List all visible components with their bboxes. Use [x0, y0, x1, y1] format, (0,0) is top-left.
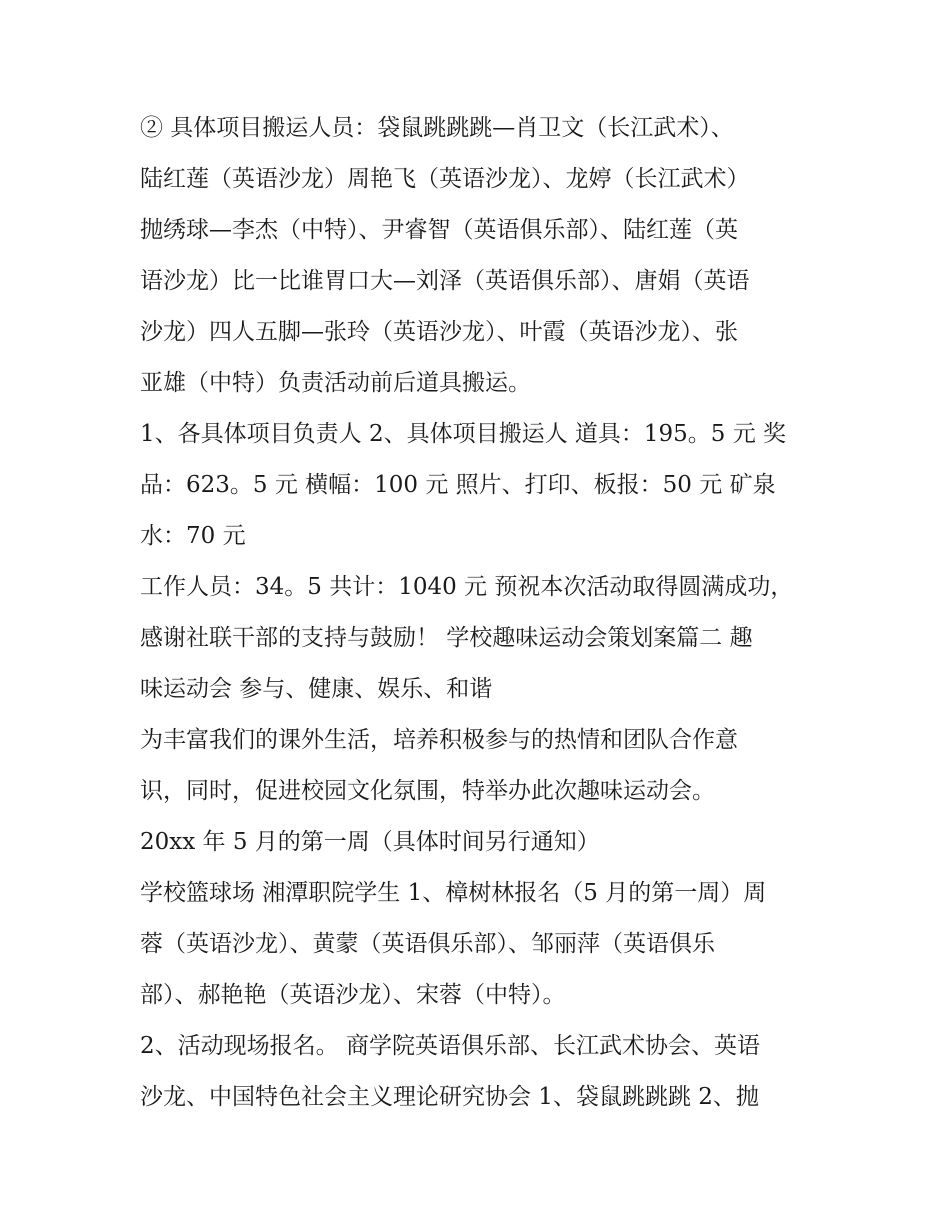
text-line: 语沙龙）比一比谁胃口大—刘泽（英语俱乐部）、唐娟（英语: [140, 268, 750, 294]
text-line: 1、各具体项目负责人 2、具体项目搬运人 道具：195。5 元 奖: [140, 421, 787, 447]
document-body: [140, 103, 830, 1123]
text-line: 蓉（英语沙龙）、黄蒙（英语俱乐部）、邹丽萍（英语俱乐: [140, 931, 715, 957]
text-line: 水：70 元: [140, 523, 246, 549]
text-line: 工作人员：34。5 共计：1040 元 预祝本次活动取得圆满成功，: [140, 574, 794, 600]
text-line: 沙龙）四人五脚—张玲（英语沙龙）、叶霞（英语沙龙）、张: [140, 319, 738, 345]
text-line: 为丰富我们的课外生活，培养积极参与的热情和团队合作意: [140, 727, 738, 753]
text-line: 识，同时，促进校园文化氛围，特举办此次趣味运动会。: [140, 778, 715, 804]
text-line: 部）、郝艳艳（英语沙龙）、宋蓉（中特）。: [140, 982, 566, 1008]
text-line: 抛绣球—李杰（中特）、尹睿智（英语俱乐部）、陆红莲（英: [140, 217, 738, 243]
text-line: 亚雄（中特）负责活动前后道具搬运。: [140, 370, 531, 396]
text-line: 品：623。5 元 横幅：100 元 照片、打印、板报：50 元 矿泉: [140, 472, 776, 498]
text-line: 陆红莲（英语沙龙）周艳飞（英语沙龙）、龙婷（长江武术）: [140, 166, 750, 192]
text-line: 学校篮球场 湘潭职院学生 1、樟树林报名（5 月的第一周）周: [140, 880, 767, 906]
text-line: 味运动会 参与、健康、娱乐、和谐: [140, 676, 493, 702]
text-line: 感谢社联干部的支持与鼓励！ 学校趣味运动会策划案篇二 趣: [140, 625, 753, 651]
text-line: ② 具体项目搬运人员：袋鼠跳跳跳—肖卫文（长江武术）、: [140, 115, 734, 141]
text-line: 2、活动现场报名。 商学院英语俱乐部、长江武术协会、英语: [140, 1033, 760, 1059]
text-line: 沙龙、中国特色社会主义理论研究协会 1、袋鼠跳跳跳 2、抛: [140, 1084, 759, 1110]
text-line: 20xx 年 5 月的第一周（具体时间另行通知）: [140, 829, 600, 855]
